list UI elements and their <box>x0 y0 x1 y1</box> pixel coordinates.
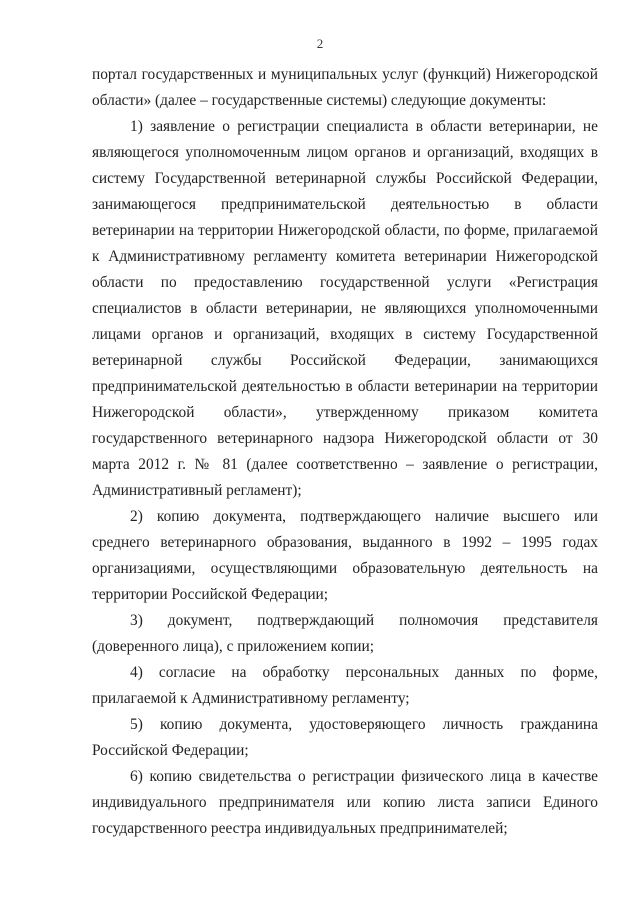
list-item-5: 5) копию документа, удостоверяющего личность гражданина Российской Федерации; <box>92 716 598 759</box>
list-item-2: 2) копию документа, подтверждающего наличие высшего или среднего ветеринарного образования, выданного в 1992 – 1995 годах организациями, осуществляющими образовательную деятельность на территории Российской Федерации; <box>92 508 598 603</box>
document-body <box>92 62 598 842</box>
paragraph-intro: портал государственных и муниципальных услуг (функций) Нижегородской области» (далее – государственные системы) следующие документы: <box>92 66 598 109</box>
list-item-3: 3) документ, подтверждающий полномочия представителя (доверенного лица), с приложением копии; <box>92 612 598 655</box>
list-item-4: 4) согласие на обработку персональных данных по форме, прилагаемой к Административному регламенту; <box>92 664 598 707</box>
list-item-1: 1) заявление о регистрации специалиста в области ветеринарии, не являющегося уполномоченным лицом органов и организаций, входящих в систему Государственной ветеринарной службы Российской Федерации, занимающегося предпринимательской деятельностью в области ветеринарии на территории Нижегородской области, по форме, прилагаемой к Административному регламенту комитета ветеринарии Нижегородской области по предоставлению государственной услуги «Регистрация специалистов в области ветеринарии, не являющихся уполномоченными лицами органов и организаций, входящих в систему Государственной ветеринарной службы Российской Федерации, занимающихся предпринимательской деятельностью в области ветеринарии на территории Нижегородской области», утвержденному приказом комитета государственного ветеринарного надзора Нижегородской области от 30 марта 2012 г. № 81 (далее соответственно – заявление о регистрации, Административный регламент); <box>92 118 598 499</box>
page-number: 2 <box>316 36 324 51</box>
list-item-6: 6) копию свидетельства о регистрации физического лица в качестве индивидуального предпринимателя или копию листа записи Единого государственного реестра индивидуальных предпринимателей; <box>92 768 598 837</box>
